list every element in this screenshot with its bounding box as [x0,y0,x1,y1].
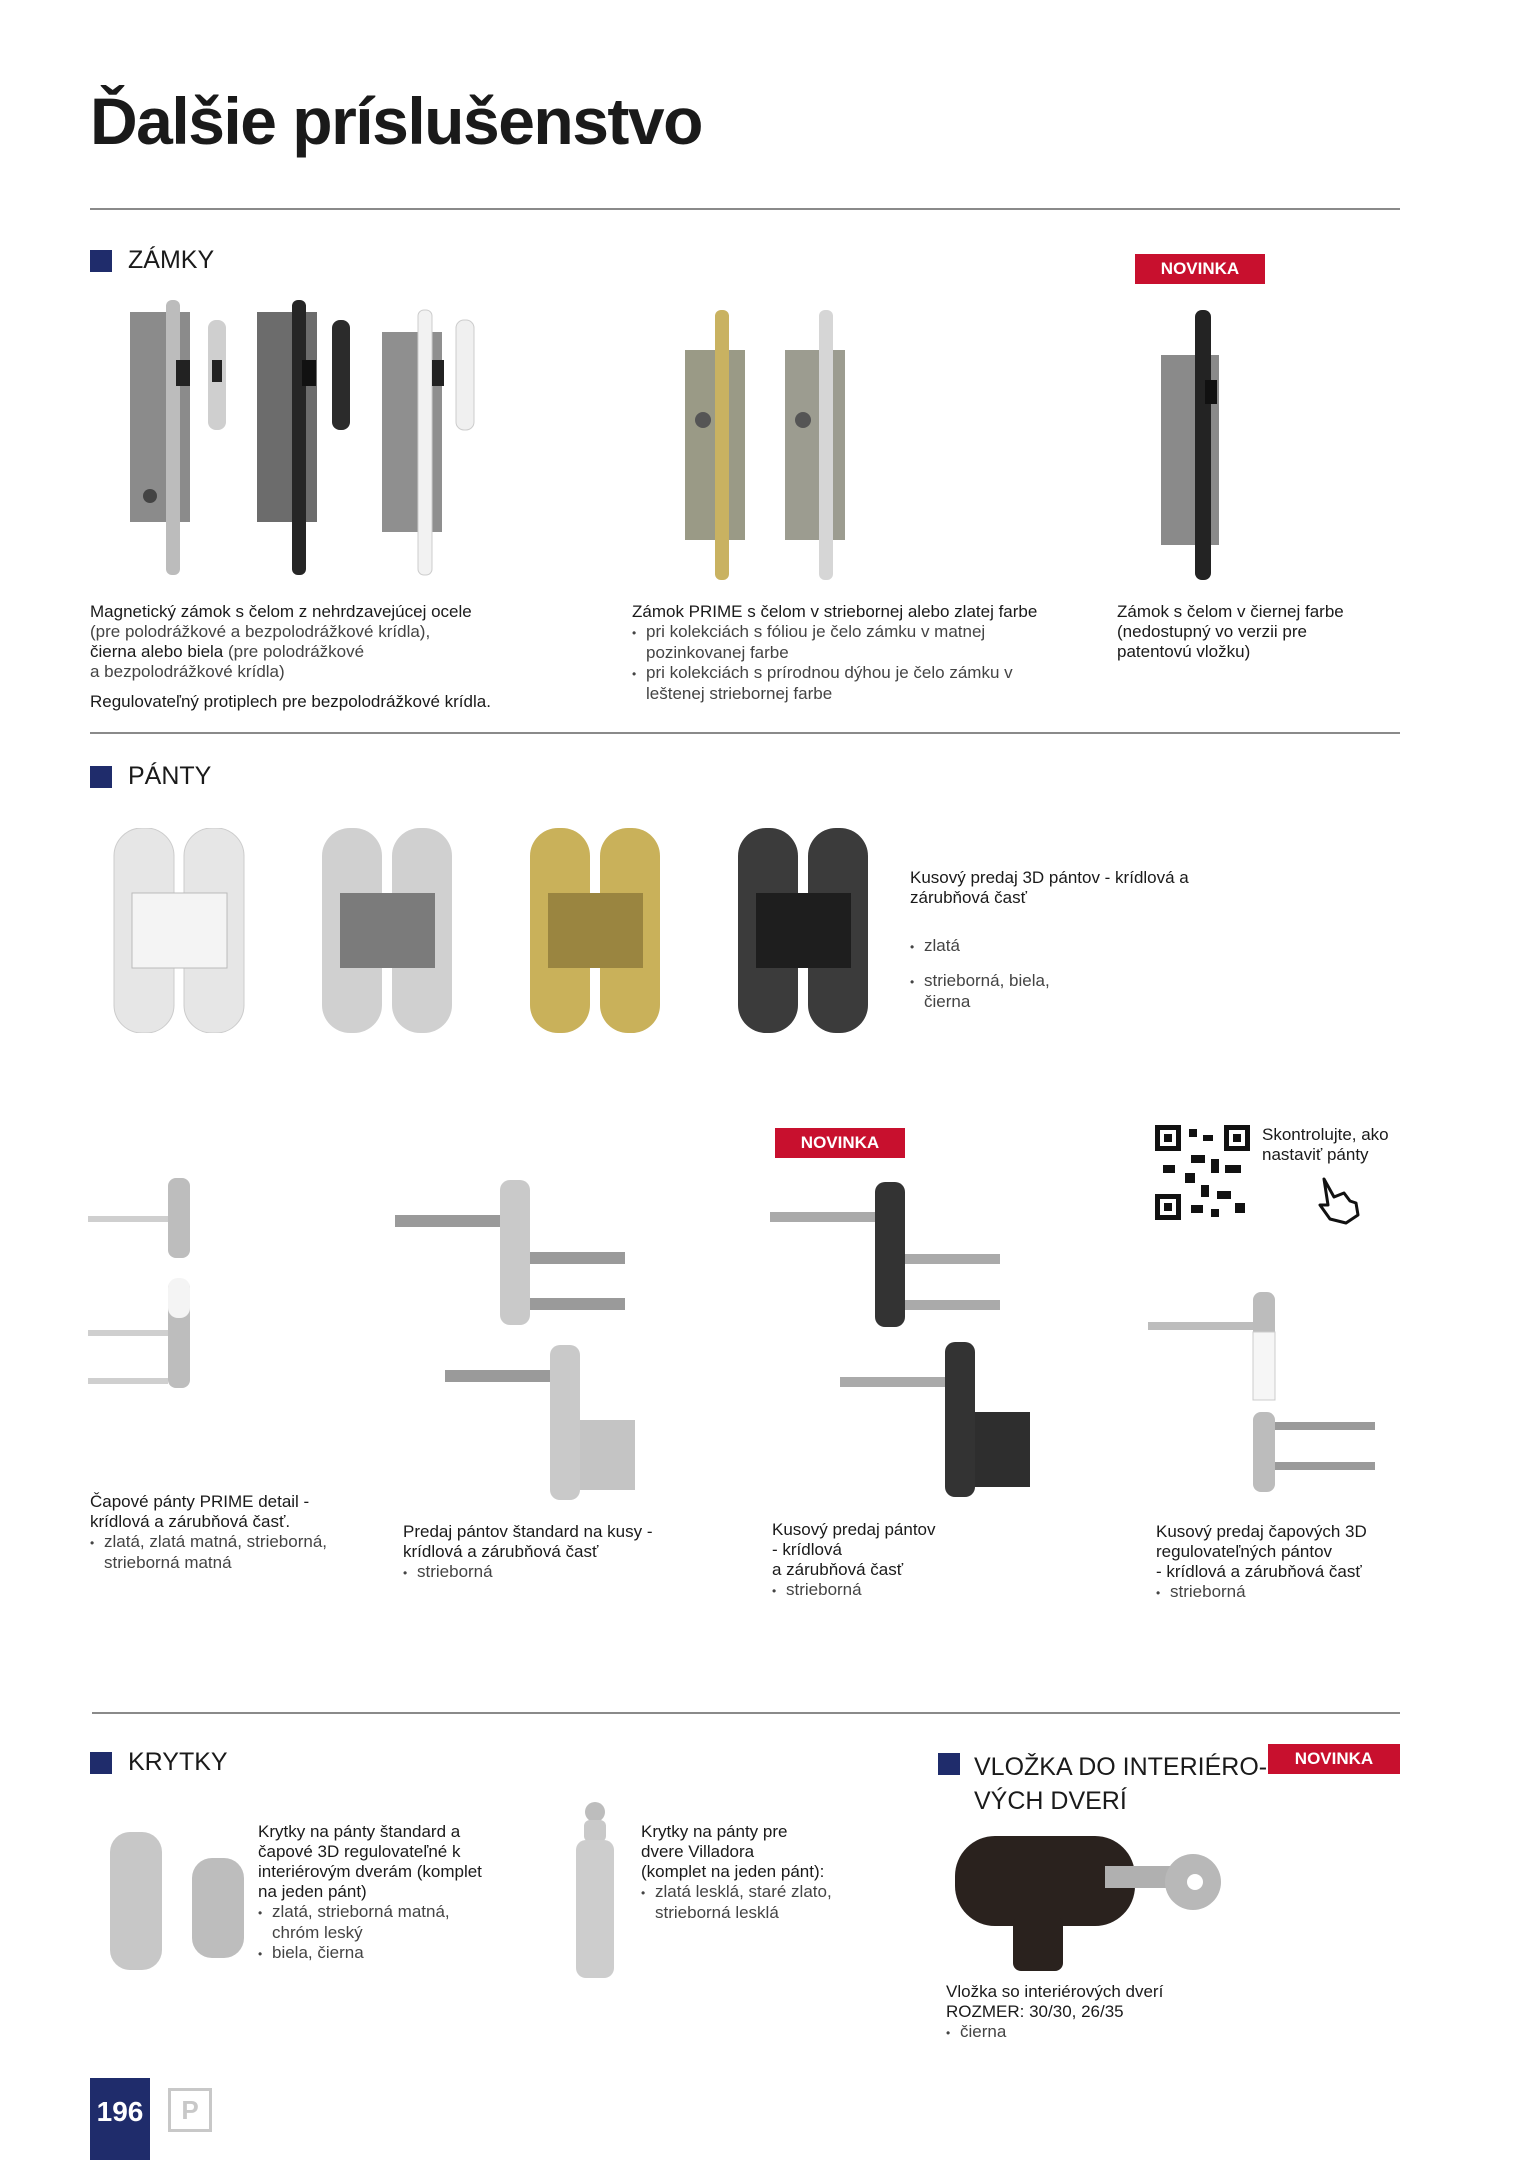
section-title: PÁNTY [128,762,212,790]
black-hinges-image [770,1182,1030,1497]
novinka-badge: NOVINKA [1135,254,1265,284]
qr-code-icon[interactable] [1155,1125,1250,1220]
section-title: VLOŽKA DO INTERIÉRO- [974,1753,1268,1781]
bullet-item: • pri kolekciách s fóliou je čelo zámku v matnej pozinkovanej farbe [632,622,1052,663]
krytky-text-villadora [641,1822,881,1923]
page-title: Ďalšie príslušenstvo [90,84,702,158]
novinka-badge: NOVINKA [775,1128,905,1158]
section-marker-icon [938,1753,960,1775]
vlozka-text [946,1982,1246,2043]
divider [92,1712,1400,1714]
text-line: čapové 3D regulovateľné k [258,1842,461,1861]
text-line: krídlová a zárubňová časť [403,1542,599,1561]
text-line: patentovú vložku) [1117,642,1251,661]
section-title: VÝCH DVERÍ [974,1787,1127,1815]
bullet-item: • strieborná [403,1562,693,1583]
villadora-cover-image [570,1800,620,1980]
zamky-text-prime [632,602,1052,704]
novinka-badge: NOVINKA [1268,1744,1400,1774]
3d-hinges-image [112,828,882,1033]
text-line: a bezpolodrážkové krídla) [90,662,285,681]
text-line: (nedostupný vo verzii pre [1117,622,1307,641]
section-vlozka [938,1750,1267,1818]
text-line: interiérovým dverám (komplet [258,1862,482,1881]
section-krytky [90,1750,228,1775]
black-lock-image [1155,310,1245,580]
text-line: dvere Villadora [641,1842,755,1861]
bullet-item: • zlatá, strieborná matná, chróm leský [258,1902,472,1943]
hinge-covers-image [108,1832,248,1972]
text-line: Kusový predaj 3D pántov - krídlová a [910,868,1189,887]
text-line: Predaj pántov štandard na kusy - [403,1522,653,1541]
bullet-item: • strieborná, biela, čierna [910,971,1084,1012]
text-line: Vložka so interiérových dverí [946,1982,1164,2001]
text-emphasis: čierna alebo biela [90,642,224,661]
standard-hinges-image [395,1180,635,1500]
hand-pointer-icon [1310,1175,1362,1227]
text-line: Krytky na pánty pre [641,1822,788,1841]
bullet-item: • strieborná [772,1580,992,1601]
text-line: zárubňová časť [910,888,1027,907]
text-line: regulovateľných pántov [1156,1542,1333,1561]
section-marker-icon [90,1752,112,1774]
section-marker-icon [90,250,112,272]
page-number: 196 [90,2078,150,2160]
qr-caption [1262,1125,1402,1165]
text-line: Magnetický zámok s čelom z nehrdzavejúcej ocele [90,602,472,621]
text-line: na jeden pánt) [258,1882,367,1901]
section-panty [90,764,211,789]
zamky-text-magnetic [90,602,530,712]
prime-pin-hinges-image [88,1178,208,1390]
hinge-text-standard [403,1522,693,1583]
text-line: - krídlová a zárubňová časť [1156,1562,1362,1581]
text-line: Kusový predaj čapových 3D [1156,1522,1367,1541]
text-line: (pre polodrážkové a bezpolodrážkové krídla), [90,622,431,641]
text-line: (pre polodrážkové [223,642,365,661]
bullet-item: • pri kolekciách s prírodnou dýhou je čelo zámku v leštenej striebornej farbe [632,663,1052,704]
zamky-text-black [1117,602,1377,662]
text-line: Čapové pánty PRIME detail - [90,1492,310,1511]
3d-pin-hinges-image [1148,1292,1378,1492]
section-zamky [90,248,214,273]
bullet-item: • zlatá, zlatá matná, strieborná, strieborná matná [90,1532,360,1573]
prime-locks-image [675,310,875,580]
magnetic-locks-image [120,300,480,580]
hinge-text-black [772,1520,992,1601]
krytky-text-standard [258,1822,518,1964]
cylinder-key-image [955,1826,1225,1976]
text-line: krídlová a zárubňová časť. [90,1512,291,1531]
section-title: KRYTKY [128,1748,228,1776]
hinge-text-prime [90,1492,360,1573]
bullet-item: • zlatá lesklá, staré zlato, strieborná lesklá [641,1882,855,1923]
bullet-item: • strieborná [1156,1582,1396,1603]
section-title: ZÁMKY [128,246,215,274]
text-line: Zámok PRIME s čelom v striebornej alebo zlatej farbe [632,602,1038,621]
brand-logo: P [168,2088,212,2132]
divider [90,732,1400,734]
text-line: ROZMER: 30/30, 26/35 [946,2002,1124,2021]
panty-3d-text [910,868,1230,1012]
text-line: Krytky na pánty štandard a [258,1822,461,1841]
text-line: Skontrolujte, ako [1262,1125,1389,1144]
text-line: Kusový predaj pántov [772,1520,936,1539]
bullet-item: • biela, čierna [258,1943,518,1964]
text-line: a zárubňová časť [772,1560,904,1579]
divider [90,208,1400,210]
text-line: nastaviť pánty [1262,1145,1369,1164]
bullet-item: • zlatá [910,936,1230,957]
text-line: (komplet na jeden pánt): [641,1862,825,1881]
text-line: - krídlová [772,1540,842,1559]
text-line: Zámok s čelom v čiernej farbe [1117,602,1344,621]
bullet-item: • čierna [946,2022,1246,2043]
text-line: Regulovateľný protiplech pre bezpolodrážkové krídla. [90,692,491,711]
hinge-text-3d [1156,1522,1396,1603]
section-marker-icon [90,766,112,788]
